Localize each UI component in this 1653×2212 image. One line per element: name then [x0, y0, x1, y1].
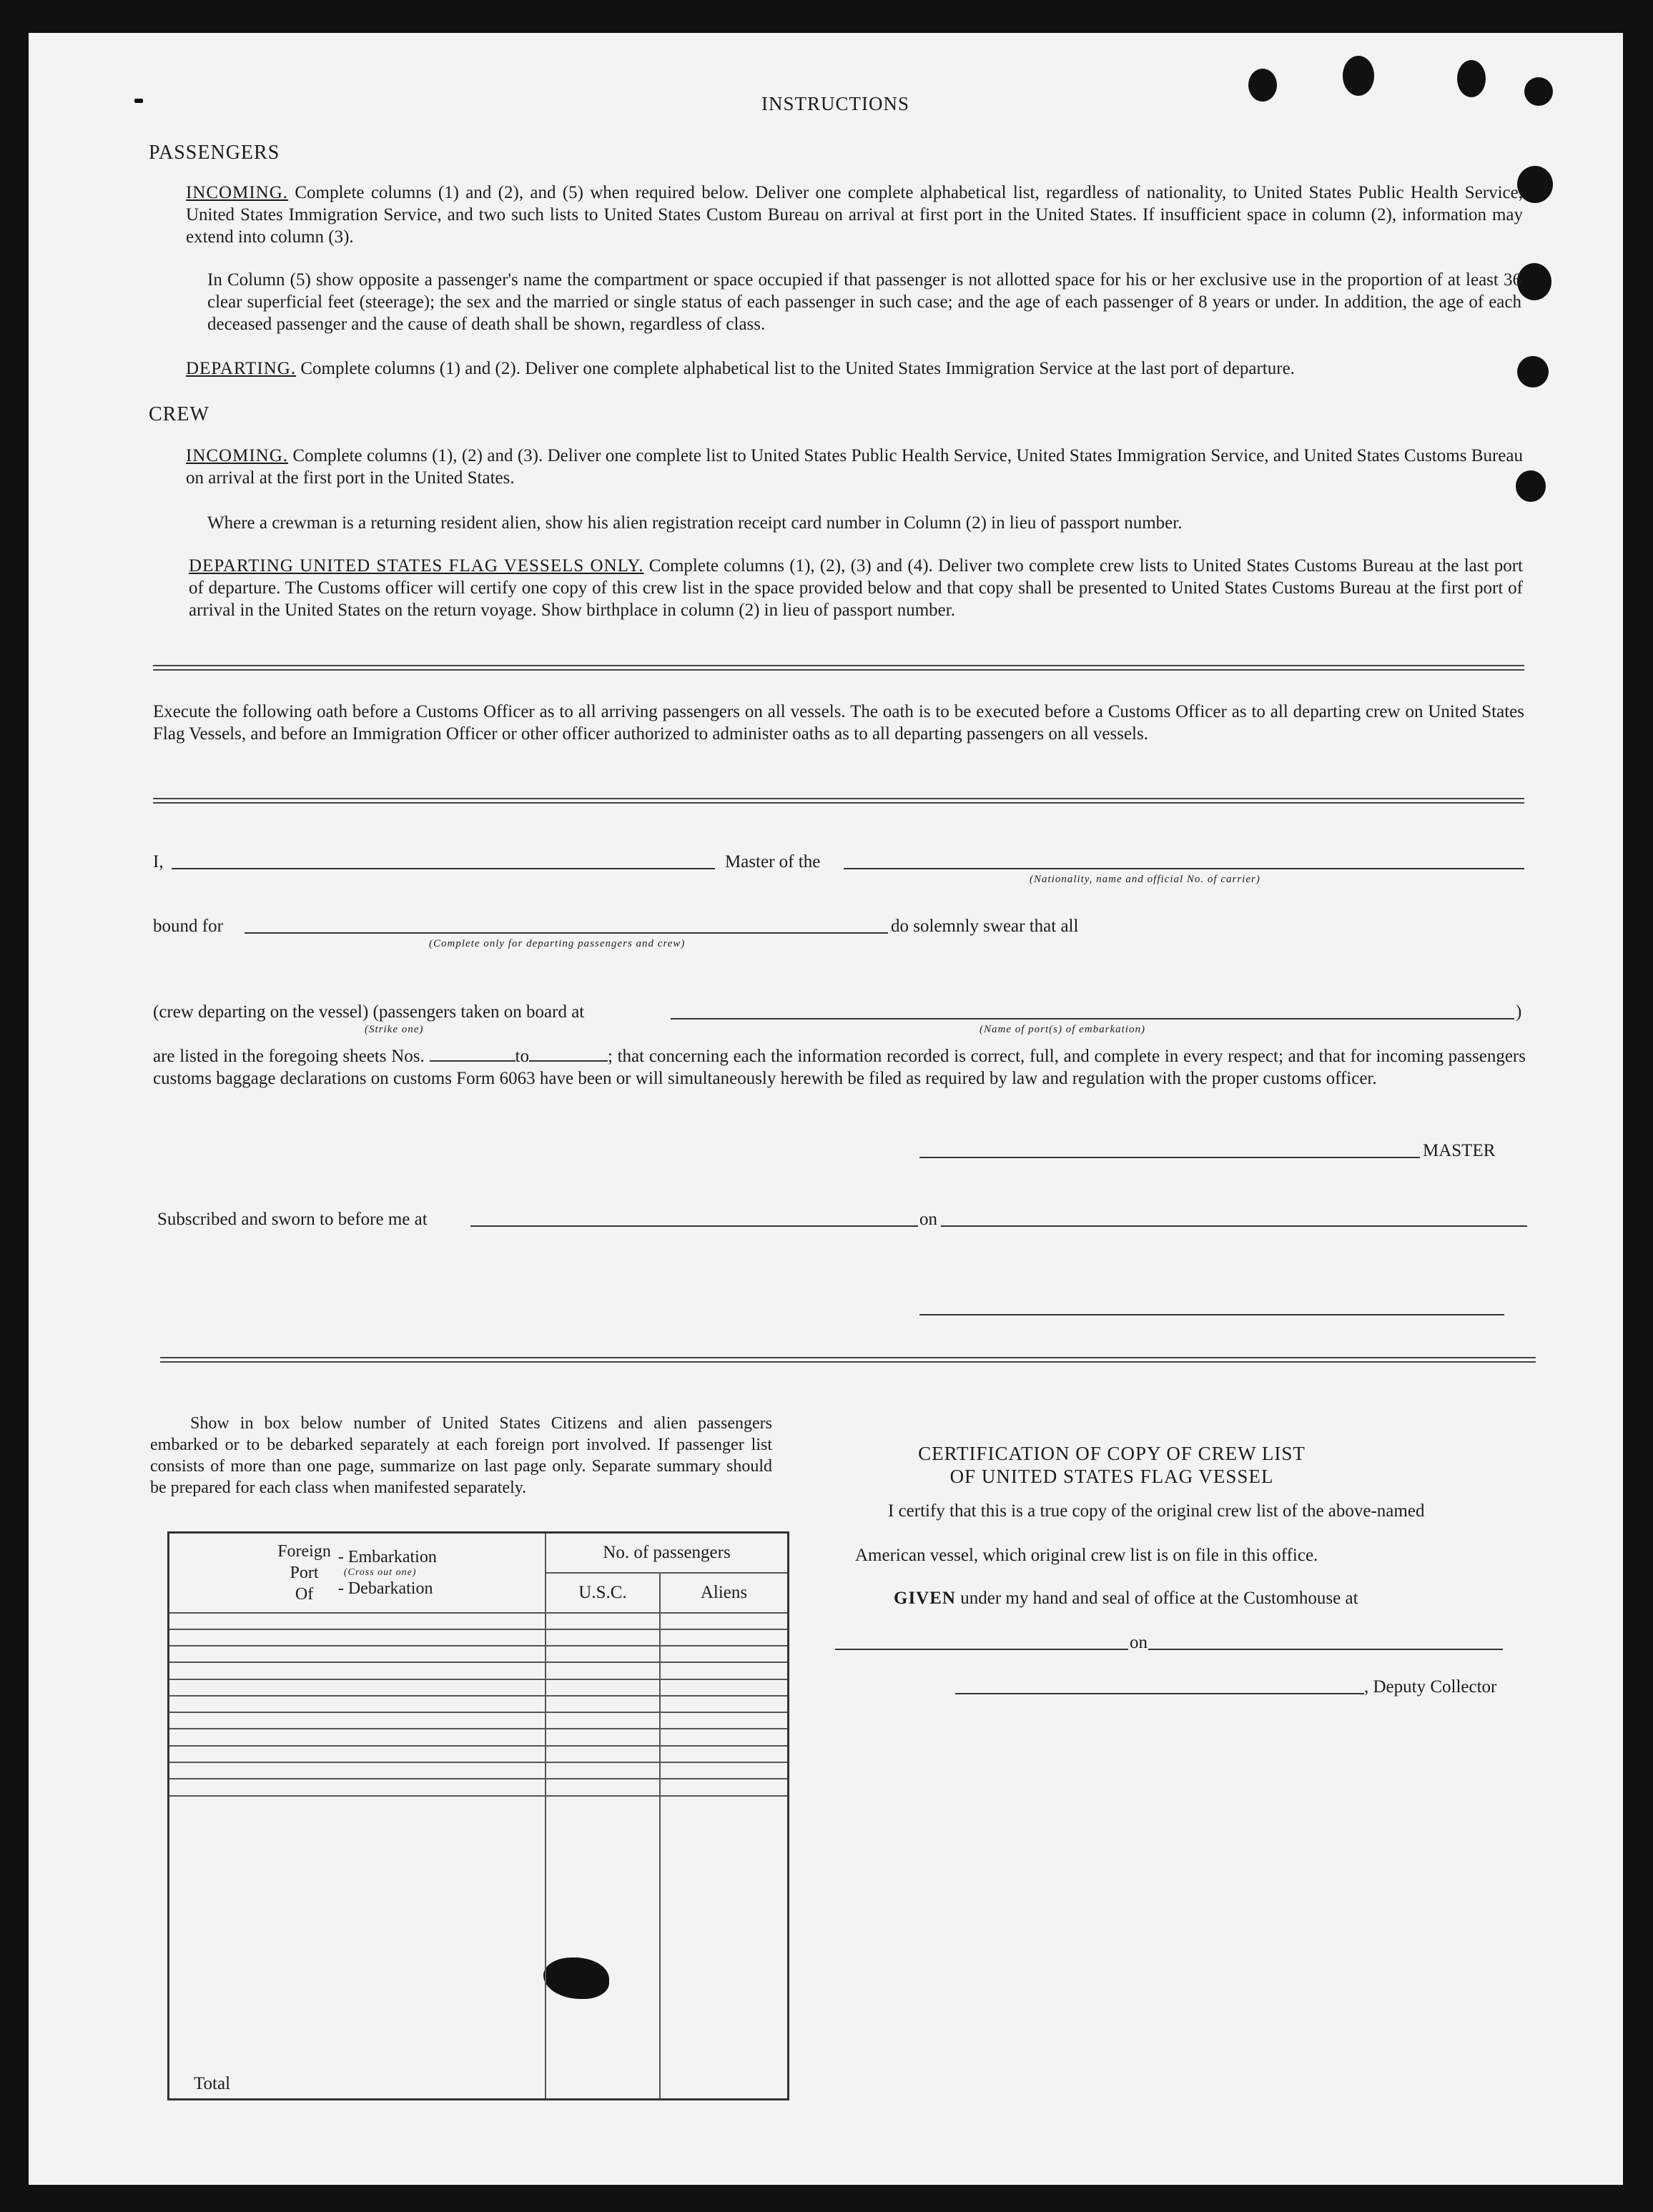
crew-departing-text: (crew departing on the vessel) (passengers taken on board at [153, 1002, 585, 1022]
cross-out-note: (Cross out one) [343, 1566, 417, 1578]
column5-paragraph: In Column (5) show opposite a passenger's name the compartment or space occupied if that passenger is not allotted space for his or her exclusive use in the proportion of at least 36 clear superficial feet (steerage); the sex and the married or single status of each passenger in such case; and the age of each passenger of 8 years or under. In addition, the age of each deceased passenger and the cause of death shall be shown, regardless of class. [207, 270, 1521, 334]
ink-mark [134, 99, 143, 103]
divider [160, 1357, 1536, 1363]
passengers-heading: PASSENGERS [149, 142, 280, 164]
sheet-to-field[interactable] [529, 1047, 608, 1062]
punch-hole [1343, 56, 1374, 96]
given-rest: under my hand and seal of office at the Customhouse at [955, 1589, 1358, 1608]
table-row [169, 1629, 789, 1646]
bound-for-field[interactable] [245, 932, 888, 934]
table-row [169, 1729, 789, 1745]
customhouse-place-field[interactable] [835, 1649, 1128, 1650]
resident-alien-paragraph: Where a crewman is a returning resident alien, show his alien registration receipt card number in Column (2) in lieu of passport number. [207, 513, 1183, 533]
master-of-the-label: Master of the [725, 852, 821, 872]
crew-departing-text: Complete columns (1), (2), (3) and (4). Deliver two complete crew lists to United States Customs Bureau at the last port of departure. The Customs officer will certify one copy of this crew list in the space provided below and that copy shall be presented to United States Customs Bureau at the first port of arrival in the United States on the return voyage. Show birthplace in column (2) in lieu of passport number. [189, 556, 1523, 620]
crew-incoming-label: INCOMING. [186, 446, 289, 465]
passengers-departing-label: DEPARTING. [186, 359, 297, 378]
table-row [169, 1696, 789, 1712]
master-label: MASTER [1423, 1141, 1496, 1160]
crew-incoming-paragraph [186, 445, 1523, 489]
table-row [169, 1662, 789, 1679]
bound-for-label: bound for [153, 917, 223, 936]
passengers-departing-text: Complete columns (1) and (2). Deliver one complete alphabetical list to the United States Immigration Service at the last port of departure. [296, 359, 1295, 378]
cert-on-label: on [1130, 1633, 1148, 1652]
aliens-header: Aliens [660, 1573, 789, 1613]
sworn-date-field[interactable] [941, 1225, 1527, 1227]
debarkation-label: - Debarkation [337, 1579, 433, 1598]
master-signature-field[interactable] [919, 1157, 1420, 1158]
punch-hole [1457, 60, 1486, 97]
to-label: to [515, 1047, 529, 1066]
certification-title-line1: CERTIFICATION OF COPY OF CREW LIST [918, 1443, 1306, 1464]
usc-header: U.S.C. [546, 1573, 660, 1613]
crew-departing-label: DEPARTING UNITED STATES FLAG VESSELS ONLY. [189, 556, 644, 576]
listed-paragraph [153, 1045, 1526, 1090]
given-text [894, 1589, 1358, 1609]
port-label: Port [290, 1563, 319, 1582]
crew-departing-paragraph [189, 555, 1523, 621]
foreign-label: Foreign [277, 1541, 331, 1561]
ports-note: (Name of port(s) of embarkation) [980, 1024, 1145, 1035]
total-row [169, 1796, 789, 2100]
embarkation-ports-field[interactable] [671, 1018, 1514, 1019]
passengers-incoming-text: Complete columns (1) and (2), and (5) when required below. Deliver one complete alphabetical list, regardless of nationality, to United States Public Health Service, United States Immigration Service, and two such lists to United States Custom Bureau on arrival at first port in the United States. If insufficient space in column (2), information may extend into column (3). [186, 183, 1523, 247]
deputy-collector-signature-field[interactable] [955, 1693, 1364, 1694]
carrier-field[interactable] [844, 868, 1524, 869]
table-row [169, 1613, 789, 1629]
table-row [169, 1646, 789, 1662]
page-title: INSTRUCTIONS [761, 93, 910, 114]
american-vessel-text: American vessel, which original crew list is on file in this office. [855, 1546, 1318, 1565]
punch-hole [1248, 69, 1277, 102]
on-label: on [919, 1210, 937, 1229]
certification-title-line2: OF UNITED STATES FLAG VESSEL [949, 1466, 1274, 1487]
summary-instructions: Show in box below number of United States Citizens and alien passengers embarked or to be debarked separately at each foreign port involved. If passenger list consists of more than one page, summarize on last page only. Separate summary should be prepared for each class when manifested separately. [150, 1414, 772, 1497]
carrier-note: (Nationality, name and official No. of carrier) [1030, 874, 1260, 885]
passenger-summary-table [167, 1531, 789, 2100]
of-label: Of [295, 1584, 314, 1604]
strike-one-note: (Strike one) [365, 1024, 424, 1035]
master-name-field[interactable] [172, 868, 715, 869]
punch-hole [1524, 77, 1553, 106]
embarkation-label: - Embarkation [337, 1547, 437, 1566]
oath-i-label: I, [153, 852, 164, 872]
sheet-from-field[interactable] [430, 1047, 515, 1062]
table-row [169, 1679, 789, 1696]
divider [153, 798, 1524, 804]
listed-prefix: are listed in the foregoing sheets Nos. [153, 1047, 425, 1066]
foreign-port-header [169, 1533, 546, 1613]
crew-heading: CREW [149, 403, 209, 425]
table-row [169, 1712, 789, 1729]
deputy-collector-label: , Deputy Collector [1364, 1677, 1497, 1697]
punch-hole [1517, 263, 1551, 300]
officer-signature-field[interactable] [919, 1314, 1504, 1315]
table-row [169, 1762, 789, 1779]
oath-instructions: Execute the following oath before a Customs Officer as to all arriving passengers on all vessels. The oath is to be executed before a Customs Officer as to all departing crew on United States Flag Vessels, and before an Immigration Officer or other officer authorized to administer oaths as to all departing passengers on all vessels. [153, 702, 1524, 744]
table-row [169, 1746, 789, 1762]
passengers-departing-paragraph [186, 357, 1523, 380]
certify-text: I certify that this is a true copy of the original crew list of the above-named [888, 1501, 1425, 1521]
passengers-incoming-paragraph [186, 182, 1523, 248]
document-page [29, 33, 1623, 2185]
divider [153, 665, 1524, 671]
sworn-place-field[interactable] [470, 1225, 918, 1227]
listed-rest: ; that concerning each the information recorded is correct, full, and complete in every respect; and that for incoming passengers customs baggage declarations on customs Form 6063 have been or will simultaneously herewith be filed as required by law and regulation with the proper customs officer. [153, 1047, 1526, 1088]
close-paren: ) [1516, 1002, 1522, 1022]
passengers-incoming-label: INCOMING. [186, 183, 289, 202]
subscribed-label: Subscribed and sworn to before me at [157, 1210, 428, 1229]
total-label: Total [169, 1796, 546, 2100]
no-passengers-header: No. of passengers [546, 1533, 789, 1573]
table-row [169, 1779, 789, 1795]
crew-incoming-text: Complete columns (1), (2) and (3). Deliver one complete list to United States Public Health Service, United States Immigration Service, and United States Customs Bureau on arrival at the first port in the United States. [186, 446, 1523, 488]
bound-note: (Complete only for departing passengers and crew) [429, 938, 686, 949]
swear-text: do solemnly swear that all [891, 917, 1079, 936]
given-bold: GIVEN [894, 1589, 956, 1608]
customhouse-date-field[interactable] [1148, 1649, 1503, 1650]
